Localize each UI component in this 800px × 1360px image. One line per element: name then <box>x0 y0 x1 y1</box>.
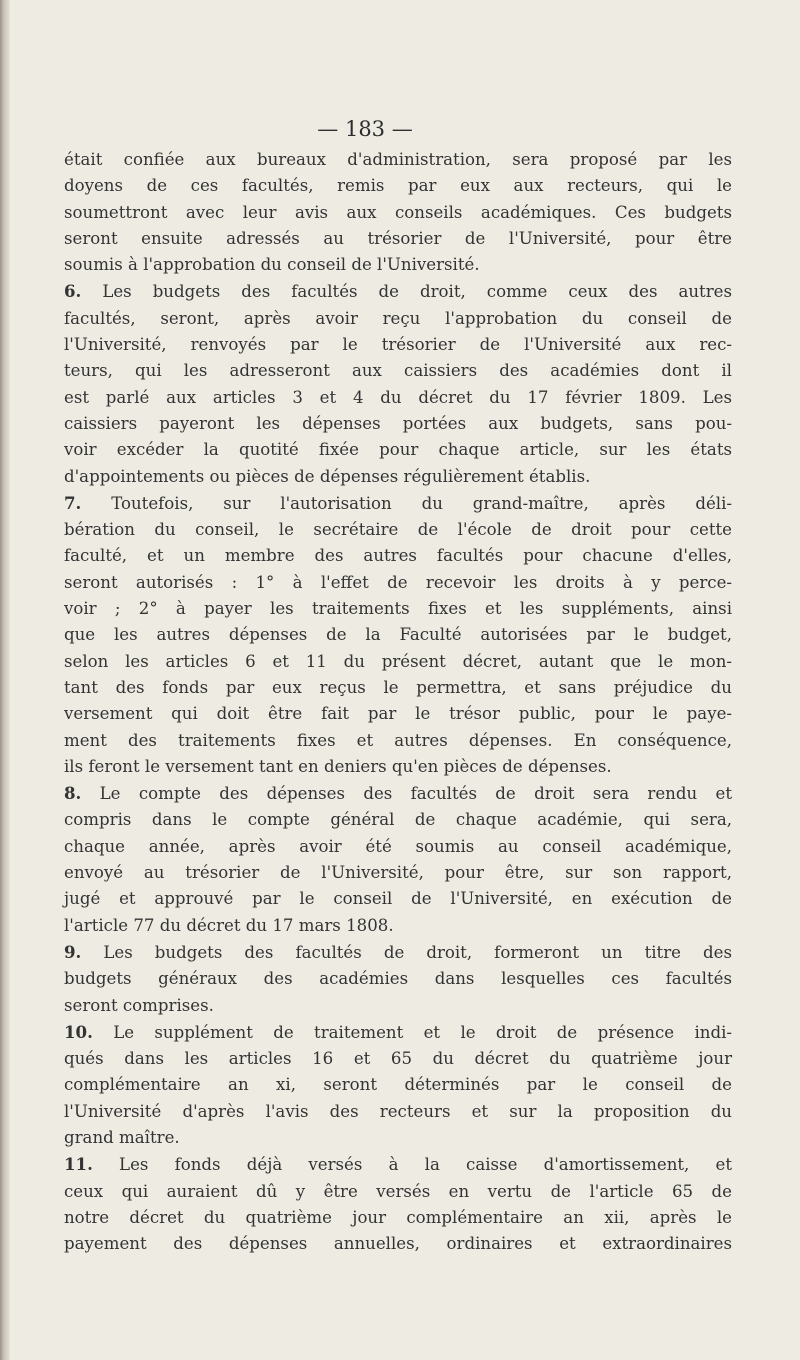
text-line: l'Université d'après l'avis des recteurs et sur la proposition du <box>64 1101 732 1121</box>
page-number: — 183 — <box>317 117 413 141</box>
text-line: voir excéder la quotité fixée pour chaque article, sur les états <box>64 440 732 460</box>
text-line: ceux qui auraient dû y être versés en vertu de l'article 65 de <box>64 1181 732 1201</box>
text-line: 7. Toutefois, sur l'autorisation du grand-maître, après déli- <box>64 492 732 513</box>
article-7 <box>64 490 732 780</box>
text-line: complémentaire an xi, seront déterminés par le conseil de <box>64 1075 732 1095</box>
text-line: 9. Les budgets des facultés de droit, formeront un titre des <box>64 941 732 962</box>
text-line: qués dans les articles 16 et 65 du décret du quatrième jour <box>64 1049 732 1069</box>
text-line: compris dans le compte général de chaque académie, qui sera, <box>64 810 732 830</box>
text-line: caissiers payeront les dépenses portées aux budgets, sans pou- <box>64 413 732 433</box>
text-line: 6. Les budgets des facultés de droit, comme ceux des autres <box>64 281 732 302</box>
text-line: 11. Les fonds déjà versés à la caisse d'amortissement, et <box>64 1154 732 1175</box>
text-line: est parlé aux articles 3 et 4 du décret du 17 février 1809. Les <box>64 387 732 407</box>
article-10 <box>64 1019 732 1151</box>
text-line: faculté, et un membre des autres facultés pour chacune d'elles, <box>64 546 732 566</box>
text-line: soumis à l'approbation du conseil de l'Université. <box>64 255 480 275</box>
article-6 <box>64 278 732 489</box>
text-line: versement qui doit être fait par le trésor public, pour le paye- <box>64 704 732 724</box>
paragraph-intro <box>64 147 732 278</box>
article-number: 9. <box>64 941 82 962</box>
text-line: d'appointements ou pièces de dépenses régulièrement établis. <box>64 466 591 486</box>
text-line: jugé et approuvé par le conseil de l'Université, en exécution de <box>64 889 732 909</box>
article-number: 8. <box>64 783 82 804</box>
text-line: bération du conseil, le secrétaire de l'école de droit pour cette <box>64 520 732 540</box>
text-line: tant des fonds par eux reçus le permettra, et sans préjudice du <box>64 677 732 697</box>
text-line: ils feront le versement tant en deniers qu'en pièces de dépenses. <box>64 756 612 776</box>
article-number: 7. <box>64 492 82 513</box>
article-number: 10. <box>64 1021 93 1042</box>
text-line: doyens de ces facultés, remis par eux aux recteurs, qui le <box>64 176 732 196</box>
text-line: facultés, seront, après avoir reçu l'approbation du conseil de <box>64 308 732 328</box>
article-9 <box>64 939 732 1019</box>
text-line: seront autorisés : 1° à l'effet de recevoir les droits à y perce- <box>64 572 732 592</box>
article-11 <box>64 1151 732 1257</box>
text-line: soumettront avec leur avis aux conseils académiques. Ces budgets <box>64 202 732 222</box>
text-line: 8. Le compte des dépenses des facultés de droit sera rendu et <box>64 783 732 804</box>
text-line: envoyé au trésorier de l'Université, pour être, sur son rapport, <box>64 863 732 883</box>
text-line: chaque année, après avoir été soumis au conseil académique, <box>64 836 732 856</box>
text-line: ment des traitements fixes et autres dépenses. En conséquence, <box>64 730 732 750</box>
text-line: budgets généraux des académies dans lesquelles ces facultés <box>64 969 732 989</box>
article-8 <box>64 780 732 939</box>
text-line: que les autres dépenses de la Faculté autorisées par le budget, <box>64 625 732 645</box>
text-line: seront comprises. <box>64 995 214 1015</box>
body-text <box>64 147 732 1257</box>
text-line: teurs, qui les adresseront aux caissiers des académies dont il <box>64 361 732 381</box>
page-binding-edge <box>0 0 10 1360</box>
text-line: notre décret du quatrième jour complémentaire an xii, après le <box>64 1207 732 1227</box>
text-line: 10. Le supplément de traitement et le droit de présence indi- <box>64 1021 732 1042</box>
text-line: l'article 77 du décret du 17 mars 1808. <box>64 915 394 935</box>
text-line: seront ensuite adressés au trésorier de l'Université, pour être <box>64 228 732 248</box>
text-line: l'Université, renvoyés par le trésorier de l'Université aux rec- <box>64 335 732 355</box>
text-line: selon les articles 6 et 11 du présent décret, autant que le mon- <box>64 651 732 671</box>
article-number: 6. <box>64 281 82 302</box>
article-number: 11. <box>64 1154 93 1175</box>
text-line: voir ; 2° à payer les traitements fixes et les suppléments, ainsi <box>64 599 732 619</box>
text-line: grand maître. <box>64 1127 180 1147</box>
text-line: payement des dépenses annuelles, ordinaires et extraordinaires <box>64 1234 732 1254</box>
text-line: était confiée aux bureaux d'administration, sera proposé par les <box>64 150 732 169</box>
